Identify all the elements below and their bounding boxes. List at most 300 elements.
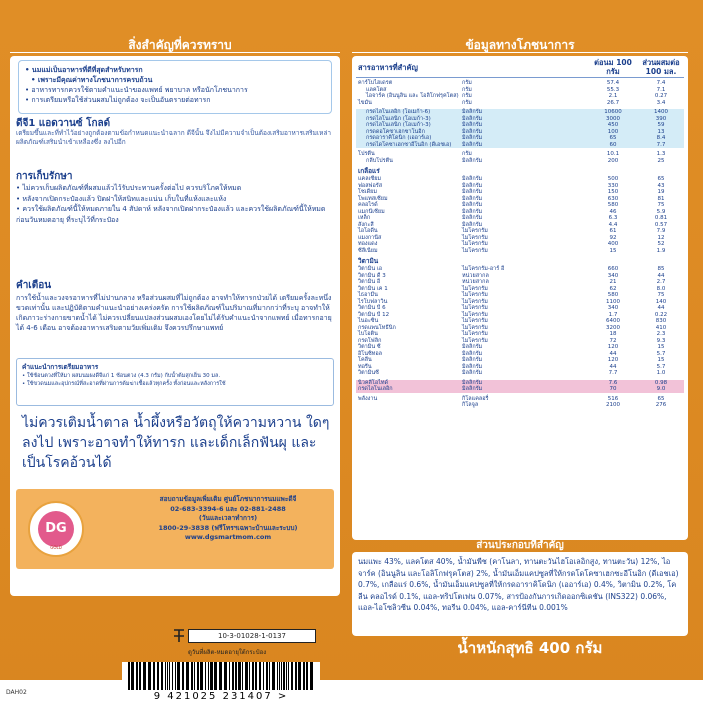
value-per-100ml: 2.7 [656, 279, 666, 285]
nutrition-group-title: วิตามิน [358, 257, 379, 265]
barcode-bar [255, 662, 257, 690]
value-per-100g: 630 [607, 195, 619, 202]
nutrient-name: วิตามิน บี 6 [358, 305, 386, 311]
value-per-100g: 3000 [606, 115, 620, 122]
header-divider [10, 52, 340, 53]
value-per-100g: 516 [607, 395, 619, 402]
value-per-100ml: 0.22 [654, 311, 668, 318]
no-sugar-warning: ไม่ควรเติมน้ำตาล น้ำผึ้งหรือวัตถุให้ความหวาน ใดๆลงไป เพราะอาจทำให้ทารก และเด็กเล็กฟันผุ และเป็นโรคอ้วนได้ [22, 415, 330, 471]
value-per-100g: 44 [609, 350, 617, 357]
barcode-bar [272, 662, 275, 690]
nutrient-unit: มิลลิกรัม [462, 176, 483, 182]
value-per-100ml: 59 [657, 122, 665, 128]
product-title: ดีจี1 แอดวานซ์ โกลด์ [16, 118, 111, 129]
barcode-bar [298, 662, 301, 690]
value-per-100g: 72 [609, 337, 617, 344]
nutrient-name: วิตามินซี [358, 370, 379, 376]
value-per-100g: 2.1 [608, 93, 618, 99]
nutrition-row [356, 142, 684, 149]
value-per-100g: 10.1 [606, 151, 620, 157]
nutrient-unit: ไมโครกรัม [462, 285, 488, 292]
nutrient-name: อิโนซิทอล [358, 350, 383, 357]
value-per-100g: 6400 [606, 318, 620, 324]
value-per-100ml: 1.9 [656, 247, 666, 254]
notice-line: • นมแม่เป็นอาหารที่ดีที่สุดสำหรับทารก [25, 65, 325, 75]
value-per-100g: 92 [609, 234, 617, 241]
nutrient-name: พลังงาน [358, 395, 378, 402]
barcode-bar [219, 662, 222, 690]
warning-title: คำเตือน [16, 280, 52, 291]
nutrient-unit: กรัม [462, 151, 472, 157]
nutrient-unit: กิโลแคลอรี่ [462, 395, 489, 402]
warning-text: การใช้น้ำและวงจรอาหารที่ไม่ปานกลาง หรือส่วนผสมที่ไม่ถูกต้อง อาจทำให้ทารกป่วยได้ เตรียมครั้งละหนึ่งขวดเท่านั้น และปฏิบัติตามคำแนะนำอย่างเคร่งครัด การใช้ผลิตภัณฑ์ในปริมาณที่มากกว่าที่ระบุ อาจทำให้เกิดภาวะร่างกายขาดน้ำได้ ไม่ควรเปลี่ยนแปลงส่วนผสมเองโดยไม่ได้รับคำแนะนำจากแพทย์ เมื่อทารกอายุได้ 4-6 เดือน อาจต้องอาหารเสริมตามวัยเพิ่มเติม จึงควรปรึกษาแพทย์ [16, 294, 332, 332]
nutrient-name: กลีบโปรตีน [366, 157, 393, 164]
nutrient-unit: กรัม [462, 93, 472, 99]
barcode-bar [208, 662, 209, 690]
nutrient-unit: มิลลิกรัม [462, 182, 483, 189]
nutrient-name: กรดแพนโทธีนิก [358, 324, 396, 331]
contact-phone: 02-683-3394-6 และ 02-881-2488 [170, 504, 286, 513]
col-nutrient: สารอาหารที่สำคัญ [358, 63, 418, 72]
value-per-100ml: 140 [655, 298, 667, 305]
nutrition-row [356, 402, 684, 409]
nutrient-name: ไอโอดีน [358, 228, 378, 234]
value-per-100g: 200 [607, 157, 619, 164]
nutrition-table-header [356, 58, 684, 78]
value-per-100ml: 7.1 [656, 86, 666, 93]
value-per-100ml: 276 [655, 402, 667, 408]
value-per-100g: 6.3 [608, 215, 618, 221]
nutrient-name: กรดไลโนเลนิก (โอเมก้า-3) [366, 115, 431, 122]
barcode-bar [161, 662, 163, 690]
nutrient-name: ทองแดง [358, 241, 378, 247]
nutrient-name: กรดไลโนเลนิก (โอเมก้า-3) [366, 122, 431, 128]
barcode-bar [281, 662, 282, 690]
nutrient-unit: มิลลิกรัม [462, 157, 483, 164]
value-per-100ml: 8.0 [656, 285, 666, 292]
barcode-bar [175, 662, 176, 690]
barcode-bar [242, 662, 243, 690]
barcode-bar [232, 662, 234, 690]
nutrient-unit: ไมโครกรัม [462, 305, 488, 311]
important-header: สิ่งสำคัญที่ควรทราบ [128, 38, 232, 52]
value-per-100ml: 0.98 [654, 379, 668, 386]
value-per-100g: 580 [607, 202, 619, 208]
nutrient-unit: มิลลิกรัม [462, 195, 483, 202]
nutrient-name: วิตามิน ดี 3 [358, 272, 386, 279]
nutrition-row [356, 100, 684, 107]
value-per-100ml: 0.57 [654, 221, 668, 228]
value-per-100ml: 3.4 [656, 99, 666, 106]
nutrition-group [356, 151, 684, 164]
nutrition-table-body [356, 80, 684, 412]
nutrient-name: กรดไดโคซาเฮกซาอีโนอิก (ดีเอชเอ) [366, 141, 452, 148]
value-per-100g: 26.7 [606, 99, 620, 106]
nutrient-unit: กรัม [462, 99, 472, 106]
nutrient-name: แมกนีเซียม [358, 208, 385, 215]
value-per-100ml: 0.27 [654, 93, 668, 99]
barcode-bar [165, 662, 166, 690]
barcode-bar [182, 662, 184, 690]
barcode-bar [224, 662, 227, 690]
preparation-item: • ใช้ช้อนตวงที่ให้มา ผสมนมผงดีจีแก่ 1 ช้อนตวง (4.3 กรัม) กับน้ำต้มสุกเย็น 30 มล. [22, 372, 328, 380]
value-per-100ml: 75 [657, 202, 665, 208]
nutrient-name: ฟอสฟอรัส [358, 182, 383, 189]
barcode-bar [148, 662, 151, 690]
nutrient-unit: ไมโครกรัม [462, 241, 488, 247]
col-per-100g: ต่อนม 100 กรัม [594, 58, 632, 76]
nutrient-unit: มิลลิกรัม [462, 370, 483, 376]
nutrient-unit: มิลลิกรัม [462, 122, 483, 128]
contact-info [128, 495, 328, 543]
value-per-100g: 10600 [604, 109, 622, 115]
value-per-100ml: 5.7 [656, 363, 666, 370]
nutrient-unit: มิลลิกรัม [462, 215, 483, 221]
nutrient-unit: ไมโครกรัม [462, 324, 488, 331]
value-per-100g: 55.3 [606, 86, 620, 93]
barcode-bar [194, 662, 195, 690]
value-per-100g: 18 [609, 331, 617, 337]
nutrient-name: แมงกานีส [358, 234, 382, 241]
nutrient-name: วิตามิน บี 12 [358, 311, 390, 318]
value-per-100g: 62 [609, 285, 617, 292]
nutrient-unit: มิลลิกรัม [462, 109, 483, 115]
value-per-100g: 65 [609, 135, 617, 141]
nutrient-unit: ไมโครกรัม [462, 311, 488, 318]
nutrition-row [356, 248, 684, 255]
composition-text: นมแพะ 43%, แลคโตส 40%, น้ำมันพืช (คาโนลา, ทานตะวันไฮโอเลอิกสูง, ทานตะวัน) 12%, ไอจาร์ค (อินนูลิน และโอลิโกฟรุคโตส) 2%, น้ำมันเอ็มแคปซูลที่ให้กรดโดโคซาเฮกซะอีโนอิก (ดีเอชเอ) 0.7%, เกลือแร่ 0.6%, น้ำมันเอ็มแคปซูลที่ให้กรดอาราคิโดนิก (เออาร์เอ) 0.4%, วิตามิน 0.2%, โคลีน คลอไรด์ 0.1%, แอล-ทริปโตเฟน 0.07%, สารป้องกันการเกิดออกซิเดชัน (INS322) 0.06%, แอล-ไอโซลิวซีน 0.04%, ทอรีน 0.04%, แอล-คาร์นีทีน 0.001% [352, 552, 688, 636]
barcode-bar [238, 662, 241, 690]
value-per-100ml: 65 [657, 176, 665, 182]
value-per-100ml: 410 [655, 324, 667, 331]
barcode-bar [245, 662, 248, 690]
barcode-bar [279, 662, 280, 690]
barcode-bar [249, 662, 250, 690]
preparation-title: คำแนะนำการเตรียมอาหาร [22, 363, 99, 371]
barcode-number: 9 421025 231407 > [153, 691, 289, 702]
value-per-100g: 340 [607, 272, 619, 279]
storage-list [16, 183, 334, 225]
nutrient-name: สังกะสี [358, 221, 374, 228]
barcode-bar [157, 662, 159, 690]
nutrition-group [356, 167, 684, 254]
nutrient-unit: ไมโครกรัม [462, 234, 488, 241]
barcode-bar [177, 662, 180, 690]
nutrient-name: กรดอาราคิโดนิก (เออาร์เอ) [366, 135, 432, 141]
value-per-100g: 450 [607, 122, 619, 128]
value-per-100ml: 85 [657, 266, 665, 272]
value-per-100ml: 12 [657, 234, 665, 241]
nutrient-unit: ไมโครกรัม-อาร์ อี [462, 266, 505, 272]
nutrient-unit: ไมโครกรัม [462, 331, 488, 337]
value-per-100g: 150 [607, 189, 619, 195]
value-per-100g: 340 [607, 305, 619, 311]
storage-item: • ควรใช้ผลิตภัณฑ์นี้ให้หมดภายใน 4 สัปดาห์ หลังจากเปิดฝากระป๋องแล้ว และควรใช้ผลิตภัณฑ์นี้ให้หมดก่อนวันหมดอายุ ที่ระบุไว้ที่กระป๋อง [16, 204, 334, 225]
value-per-100ml: 65 [657, 395, 665, 402]
nutrient-name: นิวคลีโอไทด์ [358, 379, 389, 386]
nutrient-name: กรดโฟลิก [358, 337, 382, 344]
barcode-bar [266, 662, 268, 690]
value-per-100ml: 52 [657, 241, 665, 247]
value-per-100g: 500 [607, 176, 619, 182]
nutrient-name: ไบโอติน [358, 331, 378, 337]
barcode-bar [136, 662, 138, 690]
group-gap [356, 409, 684, 412]
nutrient-unit: มิลลิกรัม [462, 350, 483, 357]
nutrient-unit: มิลลิกรัม [462, 221, 483, 228]
nutrient-name: ไขมัน [358, 99, 372, 106]
nutrient-name: วิตามิน เอ [358, 266, 383, 272]
value-per-100g: 4.4 [608, 221, 618, 228]
value-per-100ml: 44 [657, 305, 665, 311]
value-per-100g: 2100 [606, 402, 620, 408]
nutrition-row [356, 370, 684, 377]
net-weight: น้ำหนักสุทธิ 400 กรัม [457, 639, 603, 657]
nutrient-name: ซีลีเนียม [358, 247, 378, 254]
bottom-strip [0, 680, 703, 703]
storage-item: • ไม่ควรเก็บผลิตภัณฑ์ที่ผสมแล้วไว้รับประทานครั้งต่อไป ควรบริโภคให้หมด [16, 183, 334, 194]
nutrient-name: กรดไลโนเลอิก [358, 386, 393, 392]
value-per-100g: 1.7 [608, 311, 618, 318]
product-description: เตรียมขึ้นและที่ทำไว้อย่างถูกต้องตามข้อกำหนดแนะนำฉลาก ดีจีนั้น จึงไม่มีความจำเป็นต้องเสริมอาหารเสริมเหล่า ผลิตภัณฑ์เสริมนำเข้าเหลืองซึ่ง ลงไปอีก [16, 129, 332, 146]
nutrient-name: วิตามิน อี [358, 279, 381, 285]
storage-title: การเก็บรักษา [16, 171, 73, 182]
contact-line: สอบถามข้อมูลเพิ่มเติม ศูนย์โภชนาการนมแพะดีจี [159, 495, 297, 503]
value-per-100g: 57.4 [606, 80, 620, 86]
barcode-bar [200, 662, 203, 690]
value-per-100ml: 1.3 [656, 151, 666, 157]
nutrient-unit: กรัม [462, 86, 472, 93]
value-per-100ml: 1.0 [656, 370, 666, 376]
barcode-bar [131, 662, 134, 690]
value-per-100ml: 25 [657, 157, 665, 164]
value-per-100g: 330 [607, 182, 619, 189]
nutrient-name: โปรตีน [358, 151, 375, 157]
nutrient-unit: มิลลิกรัม [462, 386, 483, 392]
contact-website: www.dgsmartmom.com [184, 533, 272, 541]
barcode-bar [139, 662, 141, 690]
value-per-100g: 7.7 [608, 370, 618, 376]
value-per-100g: 46 [609, 208, 617, 215]
dg-logo-text: DG [38, 511, 74, 547]
barcode-bar [310, 662, 313, 690]
value-per-100g: 44 [609, 363, 617, 370]
value-per-100ml: 81 [657, 195, 665, 202]
nutrition-group-title: เกลือแร่ [358, 167, 380, 175]
nutrient-name: คาร์โบไฮเดรต [358, 80, 393, 86]
info-panel [10, 56, 340, 596]
nutrient-name: ไอจาร์ค (อินนูลิน และ โอลิโกฟรุคโตส) [366, 93, 459, 99]
value-per-100ml: 9.0 [656, 386, 666, 392]
nutrition-group [356, 396, 684, 409]
value-per-100g: 120 [607, 344, 619, 350]
nutrient-unit: ไมโครกรัม [462, 292, 488, 298]
value-per-100ml: 2.3 [656, 331, 666, 337]
value-per-100g: 120 [607, 357, 619, 363]
barcode-bar [295, 662, 297, 690]
value-per-100ml: 75 [657, 292, 665, 298]
barcode-bar [263, 662, 264, 690]
barcode-bar [128, 662, 130, 690]
value-per-100ml: 5.9 [656, 208, 666, 215]
nutrient-unit: มิลลิกรัม [462, 379, 483, 386]
value-per-100ml: 9.3 [656, 337, 666, 344]
nutrient-name: กรดไลโนเลอิก (โอเมก้า-6) [366, 109, 431, 115]
value-per-100ml: 19 [657, 189, 665, 195]
composition-header: ส่วนประกอบที่สำคัญ [476, 540, 564, 551]
nutrient-unit: หน่วยสากล [462, 279, 489, 285]
dg-logo [28, 501, 84, 557]
storage-item: • หลังจากเปิดกระป๋องแล้ว ปิดฝาให้สนิทและแน่น เก็บในที่แห้งและแห้ง [16, 194, 334, 205]
barcode-bar [306, 662, 308, 690]
nutrient-name: ไรโบฟลาวิน [358, 298, 388, 305]
value-per-100ml: 5.7 [656, 350, 666, 357]
nutrient-unit: มิลลิกรัม [462, 141, 483, 148]
value-per-100g: 70 [609, 386, 617, 392]
nutrient-name: แลคโตส [366, 86, 387, 93]
value-per-100g: 61 [609, 228, 617, 234]
notice-line: • การเตรียมหรือใช้ส่วนผสมไม่ถูกต้อง จะเป็นอันตรายต่อทารก [25, 95, 325, 105]
nutrient-unit: กรัม [462, 80, 472, 86]
nutrient-name: วิตามิน ซี [358, 344, 381, 350]
nutrient-name: ทอรีน [358, 363, 372, 370]
allergy-info: ข้อมูลสำหรับผู้แพ้อาหาร : มีแลคโตส ผลิตภัณฑ์จากปลา และผลิตภัณฑ์จากถั่วเหลือง [404, 625, 638, 633]
composition-panel [352, 540, 688, 622]
value-per-100g: 60 [609, 141, 617, 148]
barcode-bar [169, 662, 170, 690]
value-per-100ml: 15 [657, 344, 665, 350]
value-per-100ml: 44 [657, 272, 665, 279]
barcode-bar [167, 662, 168, 690]
value-per-100ml: 7.9 [656, 228, 666, 234]
notice-line: • เพราะมีคุณค่าทางโภชนาการครบถ้วน [25, 75, 325, 85]
barcode-bar [259, 662, 261, 690]
barcode-bar [286, 662, 287, 690]
nutrition-row [356, 158, 684, 165]
value-per-100ml: 7.4 [656, 80, 666, 86]
barcode-bar [191, 662, 193, 690]
product-code: DAH02 [6, 689, 27, 696]
barcode-bar [210, 662, 213, 690]
preparation-item: • ใช้ขวดนมและอุปกรณ์ที่สะอาดที่ผ่านการต้มฆ่าเชื้อแล้วทุกครั้ง ทั้งก่อนและหลังการใช้ [22, 380, 328, 388]
value-per-100ml: 830 [655, 318, 667, 324]
notice-line: • อาหารทารกควรใช้ตามคำแนะนำของแพทย์ พยาบาล หรือนักโภชนาการ [25, 85, 325, 95]
nutrient-name: โซเดียม [358, 189, 377, 195]
nutrient-name: คลอไรด์ [358, 202, 378, 208]
barcode-bar [277, 662, 278, 690]
barcode-bar [288, 662, 289, 690]
value-per-100g: 15 [609, 247, 617, 254]
value-per-100ml: 15 [657, 357, 665, 363]
nutrient-unit: มิลลิกรัม [462, 135, 483, 141]
nutrient-unit: ไมโครกรัม [462, 228, 488, 234]
barcode-bar [291, 662, 293, 690]
nutrient-unit: ไมโครกรัม [462, 247, 488, 254]
barcode-bar [283, 662, 285, 690]
nutrient-unit: ไมโครกรัม [462, 318, 488, 324]
barcode-bar [197, 662, 199, 690]
col-per-100ml: ส่วนผสมต่อ 100 มล. [642, 58, 680, 76]
nutrient-name: โพแทสเซียม [358, 195, 388, 202]
nutrition-panel [352, 56, 688, 540]
nutrition-group [356, 80, 684, 106]
nutrient-name: โคลีน [358, 357, 372, 363]
fda-icon [172, 628, 186, 644]
nutrient-name: แคลเซียม [358, 176, 382, 182]
value-per-100g: 1100 [606, 298, 620, 305]
nutrient-name: ไธอามีน [358, 292, 378, 298]
value-per-100ml: 1400 [654, 109, 668, 115]
value-per-100ml: 7.7 [656, 141, 666, 148]
barcode-bar [153, 662, 155, 690]
barcode-bar [186, 662, 189, 690]
registration-number: 10-3-01028-1-0137 [188, 629, 316, 643]
nutrition-header: ข้อมูลทางโภชนาการ [465, 38, 575, 52]
barcode-bar [252, 662, 254, 690]
barcode-bar [172, 662, 173, 690]
nutrient-unit: มิลลิกรัม [462, 128, 483, 135]
contact-hotline: 1800-29-3838 (ฟรีโทรฯเฉพาะบ้านและระบบ) [158, 523, 298, 532]
value-per-100g: 660 [607, 266, 619, 272]
nutrient-unit: มิลลิกรัม [462, 344, 483, 350]
barcode-bar [205, 662, 206, 690]
nutrition-group [356, 380, 684, 393]
barcode-bar [235, 662, 237, 690]
barcode-bar [214, 662, 217, 690]
nutrient-unit: มิลลิกรัม [462, 357, 483, 363]
nutrient-name: เหล็ก [358, 215, 371, 221]
nutrient-unit: มิลลิกรัม [462, 202, 483, 208]
nutrient-unit: ไมโครกรัม [462, 337, 488, 344]
nutrient-unit: กิโลจูล [462, 402, 479, 408]
value-per-100ml: 13 [657, 128, 665, 135]
nutrition-group [356, 109, 684, 148]
value-per-100ml: 390 [655, 115, 667, 122]
nutrient-unit: มิลลิกรัม [462, 363, 483, 370]
barcode-bars [126, 662, 316, 690]
nutrition-group [356, 257, 684, 377]
value-per-100g: 3200 [606, 324, 620, 331]
value-per-100g: 100 [607, 128, 619, 135]
barcode-bar [269, 662, 270, 690]
dg-logo-sub: GOLD [50, 545, 62, 550]
nutrient-unit: มิลลิกรัม [462, 189, 483, 195]
nutrition-row [356, 386, 684, 393]
nutrient-name: วิตามิน เค 1 [358, 285, 388, 292]
header-divider [352, 52, 688, 53]
value-per-100g: 7.6 [608, 379, 618, 386]
value-per-100ml: 43 [657, 182, 665, 189]
barcode-bar [303, 662, 305, 690]
value-per-100g: 580 [607, 292, 619, 298]
nutrient-unit: หน่วยสากล [462, 272, 489, 279]
nutrient-name: ไนอะซิน [358, 318, 379, 324]
nutrient-unit: มิลลิกรัม [462, 208, 483, 215]
contact-box [16, 489, 334, 569]
notice-box [18, 60, 332, 114]
barcode [122, 662, 320, 702]
nutrient-unit: ไมโครกรัม [462, 298, 488, 305]
preparation-box [16, 358, 334, 406]
contact-line: (วันและเวลาทำการ) [198, 514, 258, 522]
barcode-bar [143, 662, 146, 690]
date-caption: ดูวันที่ผลิต-หมดอายุใต้กระป๋อง [188, 649, 267, 656]
nutrient-unit: มิลลิกรัม [462, 115, 483, 122]
value-per-100ml: 0.81 [654, 215, 668, 221]
value-per-100g: 400 [607, 241, 619, 247]
value-per-100ml: 8.4 [656, 135, 666, 141]
nutrient-name: กรดดอโคซาเฮกซาโนอิก [366, 128, 425, 135]
